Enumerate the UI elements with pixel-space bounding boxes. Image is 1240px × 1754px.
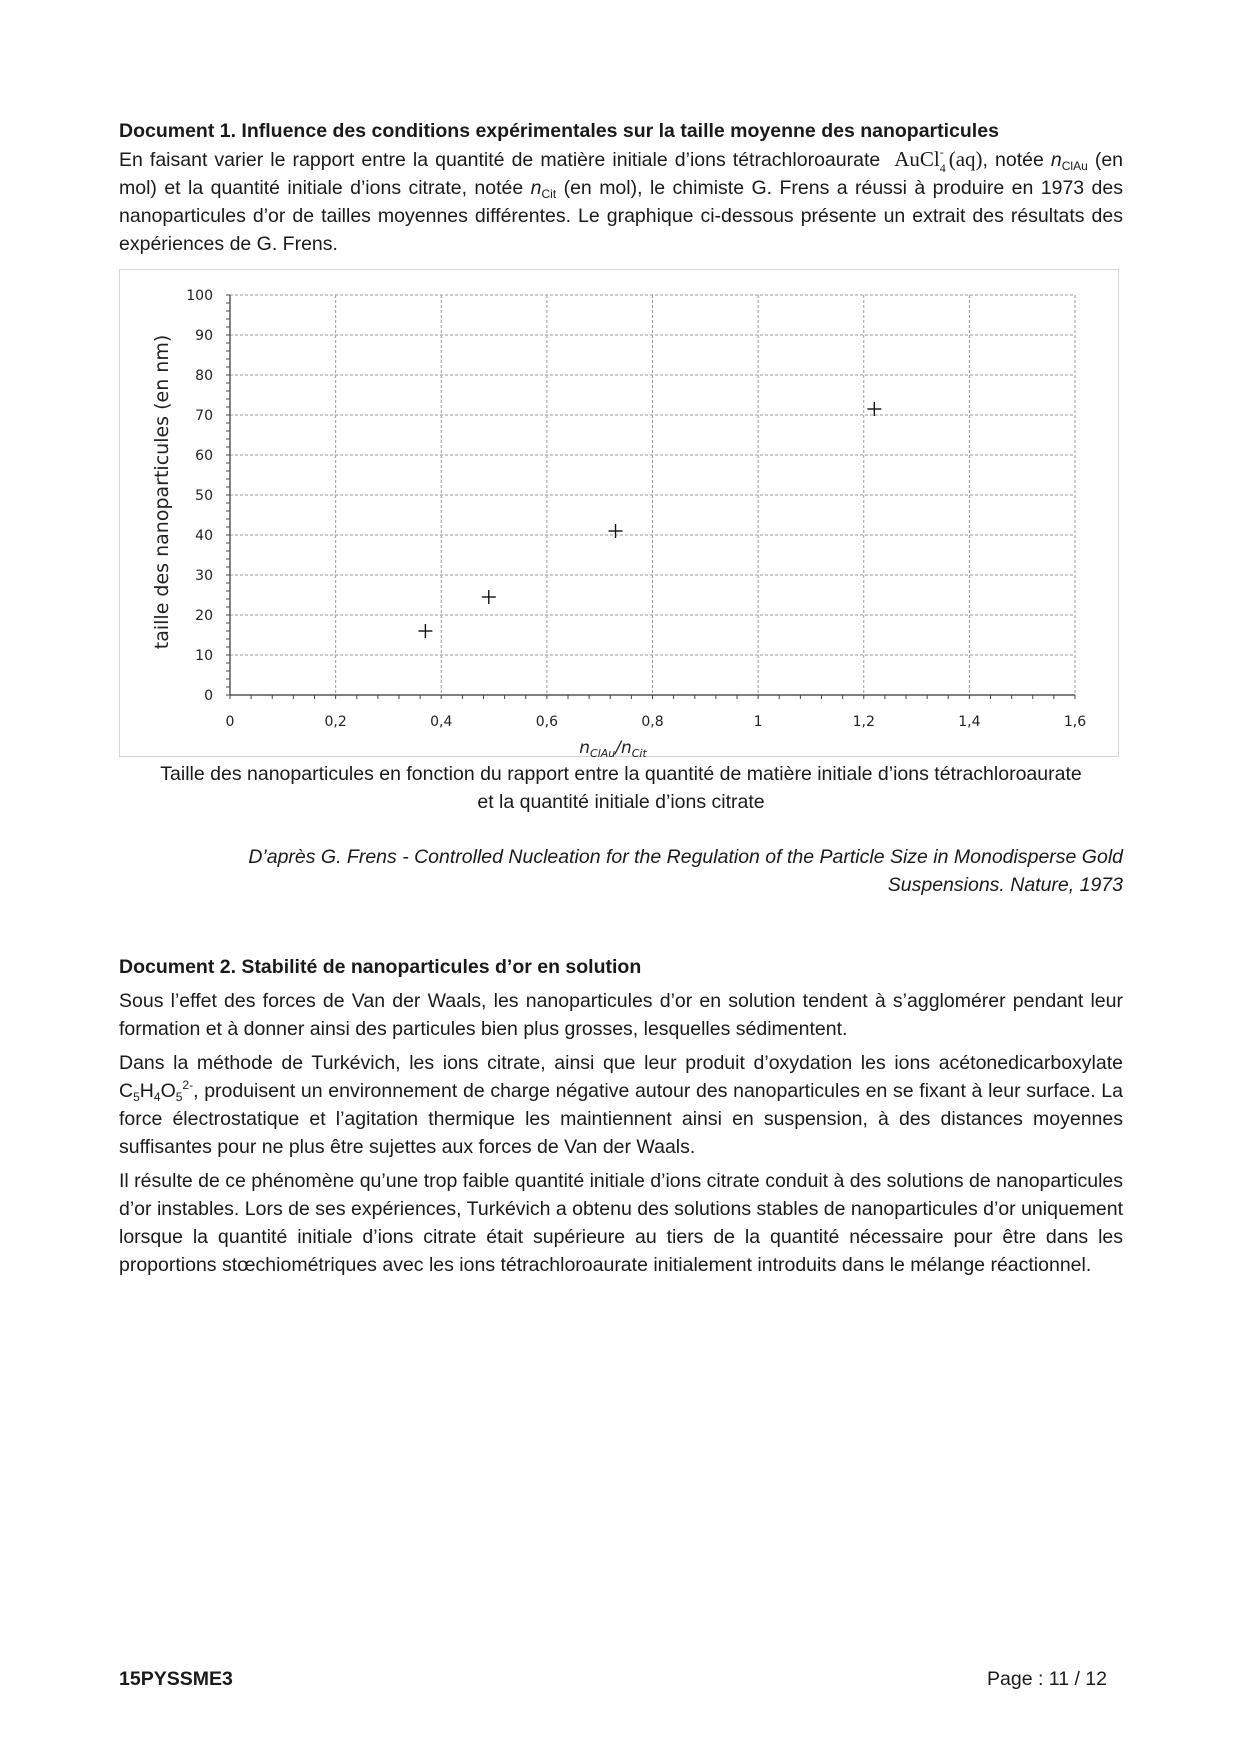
- x-tick-label: 0: [225, 714, 235, 730]
- doc1-text-part4: (en mol), le chimiste G. Frens a réussi à produire en 1973 des nanoparticules d’or de tailles moyennes différentes. Le graphique ci-dessous présente un extrait des résultats des expériences de G. Frens.: [119, 177, 1123, 255]
- chart-points: [418, 402, 881, 638]
- formula-sup: -: [939, 145, 944, 159]
- c5-subscript: 5: [133, 1090, 140, 1104]
- document-1-title: Document 1. Influence des conditions expérimentales sur la taille moyenne des nanoparticules: [119, 120, 999, 142]
- data-point: [418, 624, 432, 638]
- chart-caption: [119, 760, 1123, 816]
- h4-subscript: 4: [153, 1090, 161, 1104]
- doc2-p2-part2: , produisent un environnement de charge négative autour des nanoparticules en se fixant à leur surface. La force électrostatique et l’agitation thermique les maintiennent ainsi en suspension, à des distances moyennes suffisantes pour ne plus être sujettes aux forces de Van der Waals.: [119, 1080, 1123, 1158]
- document-1-paragraph: [119, 145, 1123, 258]
- source-reference: [119, 843, 1123, 899]
- data-point: [482, 590, 496, 604]
- caption-line-2: et la quantité initiale d’ions citrate: [477, 791, 765, 813]
- y-tick-label: 50: [195, 488, 213, 504]
- y-tick-label: 40: [195, 528, 213, 544]
- x-tick-label: 1,4: [958, 714, 981, 730]
- x-tick-label: 0,6: [535, 714, 559, 730]
- document-2: [119, 953, 1123, 1279]
- doc1-text-part2: , notée: [982, 149, 1044, 171]
- data-point: [609, 524, 623, 538]
- x-label-n: n: [579, 738, 590, 758]
- n-clau-symbol: n: [1050, 149, 1062, 171]
- document-1: [119, 117, 1123, 258]
- o5-subscript: 5: [175, 1090, 183, 1104]
- chart-x-axis-label: [579, 738, 647, 758]
- caption-line-1: Taille des nanoparticules en fonction du rapport entre la quantité de matière initiale d’ions tétrachloroaurate: [160, 763, 1082, 785]
- x-tick-label: 0,4: [430, 714, 453, 730]
- h-letter: H: [139, 1080, 154, 1102]
- formula-state: (aq): [948, 147, 983, 171]
- document-2-paragraph-2: [119, 1049, 1123, 1161]
- y-tick-label: 80: [195, 368, 213, 384]
- chart-ticks: [186, 288, 1086, 730]
- scatter-chart: [120, 270, 1120, 758]
- formula-sub: 4: [939, 161, 946, 175]
- y-tick-label: 0: [204, 688, 213, 704]
- x-label-sub1: ClAu: [589, 747, 616, 758]
- y-tick-label: 90: [195, 328, 213, 344]
- formula-aucl4: [887, 145, 983, 175]
- y-tick-label: 70: [195, 408, 213, 424]
- formula-indices: [939, 145, 949, 175]
- y-tick-label: 20: [195, 608, 213, 624]
- x-tick-label: 0,2: [324, 714, 347, 730]
- y-tick-label: 100: [186, 288, 213, 304]
- doc1-text-part1: En faisant varier le rapport entre la quantité de matière initiale d’ions tétrachloroaurate: [119, 149, 881, 171]
- y-tick-label: 60: [195, 448, 213, 464]
- document-2-paragraph-3: Il résulte de ce phénomène qu’une trop faible quantité initiale d’ions citrate conduit à des solutions de nanoparticules d’or instables. Lors de ses expériences, Turkévich a obtenu des solutions stables de nanoparticules d’or uniquement lorsque la quantité initiale d’ions citrate était supérieure au tiers de la quantité nécessaire pour être dans les proportions stœchiométriques avec les ions tétrachloroaurate initialement introduits dans le mélange réactionnel.: [119, 1170, 1123, 1276]
- chart-grid: [230, 295, 1075, 695]
- x-tick-label: 0,8: [641, 714, 664, 730]
- x-label-sub2: Cit: [631, 747, 647, 758]
- n-clau-subscript: ClAu: [1061, 159, 1088, 173]
- data-point: [867, 402, 881, 416]
- y-tick-label: 10: [195, 648, 213, 664]
- y-tick-label: 30: [195, 568, 213, 584]
- n-cit-subscript: Cit: [541, 187, 557, 201]
- o-letter: O: [160, 1080, 176, 1102]
- footer-page-number: Page : 11 / 12: [987, 1668, 1107, 1690]
- chart-y-axis-label: taille des nanoparticules (en nm): [151, 334, 173, 650]
- source-line-2: Suspensions. Nature, 1973: [887, 874, 1123, 896]
- charge-superscript: 2-: [182, 1078, 194, 1092]
- source-line-1: D’après G. Frens - Controlled Nucleation for the Regulation of the Particle Size in Monodisperse Gold: [248, 846, 1123, 868]
- footer-code: 15PYSSME3: [119, 1668, 233, 1690]
- x-tick-label: 1,6: [1063, 714, 1087, 730]
- x-tick-label: 1,2: [852, 714, 875, 730]
- doc2-p2-part1: Dans la méthode de Turkévich, les ions citrate, ainsi que leur produit d’oxydation les ions acétonedicarboxylate C: [119, 1052, 1123, 1102]
- document-2-paragraph-1: Sous l’effet des forces de Van der Waals, les nanoparticules d’or en solution tendent à s’agglomérer pendant leur formation et à donner ainsi des particules bien plus grosses, lesquelles sédimentent.: [119, 990, 1123, 1040]
- document-2-title: Document 2. Stabilité de nanoparticules d’or en solution: [119, 956, 642, 978]
- x-tick-label: 1: [753, 714, 763, 730]
- formula-base: AuCl: [894, 147, 940, 171]
- doc1-text-part3: (en mol) et la quantité initiale d’ions citrate, notée: [119, 149, 1124, 199]
- n-cit-symbol: n: [530, 177, 542, 199]
- x-label-slash: /n: [615, 738, 632, 758]
- chart-container: [119, 269, 1119, 757]
